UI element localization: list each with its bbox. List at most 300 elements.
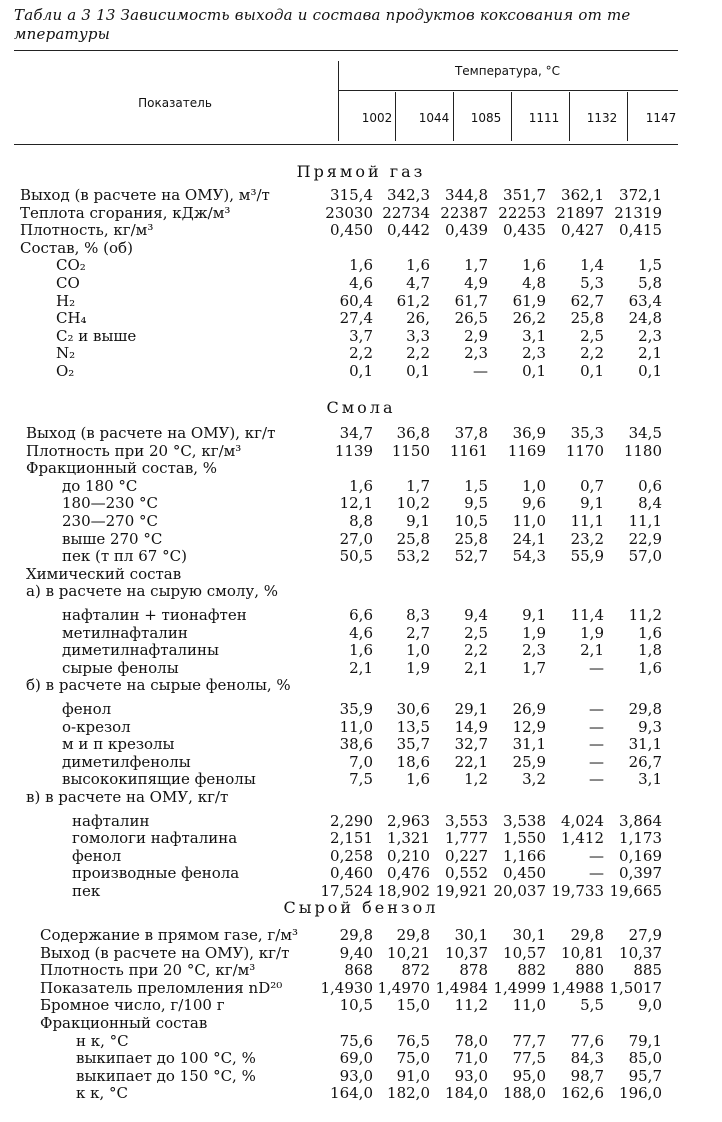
cell-value: — (589, 770, 604, 788)
cell-value: 69,0 (339, 1049, 373, 1067)
row-label: Состав, % (об) (20, 239, 133, 257)
table-row (0, 1085, 722, 1102)
cell-value: 1,5017 (609, 979, 662, 997)
cell-value: 60,4 (339, 292, 373, 310)
cell-value: 1,7 (522, 659, 546, 677)
cell-value: 0,435 (503, 221, 546, 239)
cell-value: 35,9 (339, 700, 373, 718)
cell-value: 21319 (614, 204, 662, 222)
cell-value: 29,8 (339, 926, 373, 944)
cell-value: 0,1 (406, 362, 430, 380)
table-row (0, 1033, 722, 1050)
cell-value: 10,21 (387, 944, 430, 962)
row-label: Теплота сгорания, кДж/м³ (20, 204, 231, 222)
cell-value: 34,7 (339, 424, 373, 442)
cell-value: 0,397 (619, 864, 662, 882)
table-row (0, 363, 722, 380)
cell-value: 61,2 (396, 292, 430, 310)
cell-value: 12,1 (339, 494, 373, 512)
cell-value: — (589, 753, 604, 771)
cell-value: 38,6 (339, 735, 373, 753)
table-row (0, 583, 722, 600)
cell-value: 1,6 (349, 477, 373, 495)
table-row (0, 495, 722, 512)
row-label: пек (т пл 67 °С) (62, 547, 187, 565)
header-column-separator (395, 92, 396, 141)
table-row (0, 187, 722, 204)
cell-value: 1169 (507, 442, 546, 460)
table-row (0, 460, 722, 477)
cell-value: 2,3 (464, 344, 488, 362)
cell-value: 35,3 (570, 424, 604, 442)
cell-value: 18,6 (396, 753, 430, 771)
temp-column-header: 1085 (470, 111, 502, 125)
row-label: Химический состав (26, 565, 182, 583)
cell-value: 31,1 (512, 735, 546, 753)
cell-value: 29,8 (570, 926, 604, 944)
cell-value: 0,6 (638, 477, 662, 495)
table-row (0, 865, 722, 882)
cell-value: 0,169 (619, 847, 662, 865)
cell-value: 1,166 (503, 847, 546, 865)
cell-value: 5,5 (580, 996, 604, 1014)
row-label: выкипает до 150 °С, % (76, 1067, 256, 1085)
temp-column-header: 1002 (361, 111, 393, 125)
cell-value: 315,4 (330, 186, 373, 204)
cell-value: 54,3 (512, 547, 546, 565)
cell-value: 20,037 (493, 882, 546, 900)
row-label: пек (72, 882, 101, 900)
cell-value: 32,7 (454, 735, 488, 753)
cell-value: 1,6 (638, 624, 662, 642)
cell-value: 878 (459, 961, 488, 979)
cell-value: 164,0 (330, 1084, 373, 1102)
temp-column-header: 1044 (418, 111, 450, 125)
cell-value: 25,8 (454, 530, 488, 548)
cell-value: 4,024 (561, 812, 604, 830)
cell-value: 22,1 (454, 753, 488, 771)
cell-value: 55,9 (570, 547, 604, 565)
cell-value: — (589, 659, 604, 677)
cell-value: 3,1 (522, 327, 546, 345)
cell-value: 15,0 (396, 996, 430, 1014)
cell-value: 1,321 (387, 829, 430, 847)
cell-value: 10,57 (503, 944, 546, 962)
cell-value: 95,7 (628, 1067, 662, 1085)
table-row (0, 275, 722, 292)
table-row (0, 736, 722, 753)
cell-value: 22734 (382, 204, 430, 222)
cell-value: 61,9 (512, 292, 546, 310)
cell-value: 85,0 (628, 1049, 662, 1067)
header-column-separator (453, 92, 454, 141)
cell-value: 11,2 (454, 996, 488, 1014)
row-label: выше 270 °С (62, 530, 163, 548)
row-label: а) в расчете на сырую смолу, % (26, 582, 279, 600)
cell-value: 52,7 (454, 547, 488, 565)
cell-value: 4,7 (406, 274, 430, 292)
cell-value: 61,7 (454, 292, 488, 310)
table-row (0, 345, 722, 362)
cell-value: 23030 (325, 204, 373, 222)
cell-value: 27,9 (628, 926, 662, 944)
row-label: Выход (в расчете на ОМУ), кг/т (40, 944, 290, 962)
cell-value: 30,1 (512, 926, 546, 944)
cell-value: — (589, 718, 604, 736)
cell-value: 1,4970 (377, 979, 430, 997)
cell-value: 0,1 (638, 362, 662, 380)
cell-value: 24,8 (628, 309, 662, 327)
cell-value: 3,3 (406, 327, 430, 345)
cell-value: 25,8 (570, 309, 604, 327)
cell-value: 22387 (440, 204, 488, 222)
cell-value: 1,6 (406, 770, 430, 788)
cell-value: 2,3 (522, 641, 546, 659)
cell-value: 77,5 (512, 1049, 546, 1067)
header-bottom-rule (14, 144, 678, 145)
cell-value: 23,2 (570, 530, 604, 548)
cell-value: 184,0 (445, 1084, 488, 1102)
cell-value: — (589, 700, 604, 718)
table-row (0, 478, 722, 495)
row-label: нафталин + тионафтен (62, 606, 247, 624)
cell-value: 75,6 (339, 1032, 373, 1050)
table-row (0, 997, 722, 1014)
cell-value: 1,6 (349, 256, 373, 274)
cell-value: 26, (406, 309, 430, 327)
cell-value: 9,1 (580, 494, 604, 512)
cell-value: 2,151 (330, 829, 373, 847)
cell-value: 1,777 (445, 829, 488, 847)
top-rule (14, 50, 678, 51)
cell-value: 26,9 (512, 700, 546, 718)
cell-value: 868 (344, 961, 373, 979)
cell-value: 63,4 (628, 292, 662, 310)
table-row (0, 257, 722, 274)
table-row (0, 531, 722, 548)
cell-value: 29,8 (628, 700, 662, 718)
table-row (0, 607, 722, 624)
cell-value: 93,0 (454, 1067, 488, 1085)
cell-value: 71,0 (454, 1049, 488, 1067)
cell-value: 93,0 (339, 1067, 373, 1085)
row-label: до 180 °С (62, 477, 138, 495)
cell-value: 0,1 (349, 362, 373, 380)
cell-value: 362,1 (561, 186, 604, 204)
cell-value: 11,1 (628, 512, 662, 530)
cell-value: 1,9 (522, 624, 546, 642)
cell-value: 31,1 (628, 735, 662, 753)
row-label: H₂ (56, 292, 76, 310)
table-row (0, 328, 722, 345)
cell-value: 95,0 (512, 1067, 546, 1085)
cell-value: 1,6 (638, 659, 662, 677)
cell-value: — (589, 864, 604, 882)
cell-value: 872 (401, 961, 430, 979)
cell-value: 1161 (449, 442, 488, 460)
cell-value: 351,7 (503, 186, 546, 204)
cell-value: 53,2 (396, 547, 430, 565)
cell-value: 1,7 (464, 256, 488, 274)
cell-value: 84,3 (570, 1049, 604, 1067)
cell-value: 0,460 (330, 864, 373, 882)
table-row (0, 771, 722, 788)
cell-value: 2,1 (580, 641, 604, 659)
cell-value: 2,3 (638, 327, 662, 345)
cell-value: 2,9 (464, 327, 488, 345)
cell-value: 11,1 (570, 512, 604, 530)
cell-value: 11,0 (512, 512, 546, 530)
row-label: Показатель преломления nD²⁰ (40, 979, 283, 997)
cell-value: 26,5 (454, 309, 488, 327)
cell-value: 3,538 (503, 812, 546, 830)
table-row (0, 701, 722, 718)
cell-value: 880 (575, 961, 604, 979)
row-label: Выход (в расчете на ОМУ), кг/т (26, 424, 276, 442)
table-row (0, 310, 722, 327)
cell-value: 4,6 (349, 624, 373, 642)
row-label: м и п крезолы (62, 735, 175, 753)
row-label: Фракционный состав (40, 1014, 208, 1032)
cell-value: 1,4930 (320, 979, 373, 997)
table-row (0, 1050, 722, 1067)
cell-value: 27,0 (339, 530, 373, 548)
cell-value: 1,8 (638, 641, 662, 659)
cell-value: 9,4 (464, 606, 488, 624)
table-row (0, 222, 722, 239)
cell-value: 35,7 (396, 735, 430, 753)
row-label: к к, °С (76, 1084, 129, 1102)
table-row (0, 813, 722, 830)
row-label: гомологи нафталина (72, 829, 238, 847)
row-label: Плотность при 20 °С, кг/м³ (40, 961, 256, 979)
cell-value: 1,6 (406, 256, 430, 274)
cell-value: 9,1 (406, 512, 430, 530)
cell-value: 0,258 (330, 847, 373, 865)
table-row (0, 677, 722, 694)
row-label: Бромное число, г/100 г (40, 996, 225, 1014)
cell-value: 0,7 (580, 477, 604, 495)
cell-value: 9,3 (638, 718, 662, 736)
table-row (0, 927, 722, 944)
table-row (0, 548, 722, 565)
row-label: Плотность, кг/м³ (20, 221, 154, 239)
cell-value: 0,227 (445, 847, 488, 865)
table-row (0, 980, 722, 997)
cell-value: 78,0 (454, 1032, 488, 1050)
table-row (0, 293, 722, 310)
cell-value: 1,9 (406, 659, 430, 677)
header-column-separator (569, 92, 570, 141)
row-label: CH₄ (56, 309, 87, 327)
table-row (0, 1068, 722, 1085)
cell-value: 2,2 (349, 344, 373, 362)
cell-value: 2,5 (580, 327, 604, 345)
row-label: в) в расчете на ОМУ, кг/т (26, 788, 229, 806)
cell-value: 188,0 (503, 1084, 546, 1102)
cell-value: 2,2 (464, 641, 488, 659)
row-label: высококипящие фенолы (62, 770, 256, 788)
cell-value: 2,2 (580, 344, 604, 362)
table-row (0, 443, 722, 460)
cell-value: 4,8 (522, 274, 546, 292)
cell-value: 7,0 (349, 753, 373, 771)
cell-value: 2,1 (349, 659, 373, 677)
cell-value: 13,5 (396, 718, 430, 736)
row-label: о-крезол (62, 718, 131, 736)
table-row (0, 848, 722, 865)
cell-value: 342,3 (387, 186, 430, 204)
cell-value: 1,7 (406, 477, 430, 495)
cell-value: 30,1 (454, 926, 488, 944)
header-column-separator (627, 92, 628, 141)
row-label: н к, °С (76, 1032, 129, 1050)
cell-value: 29,1 (454, 700, 488, 718)
table-row (0, 513, 722, 530)
cell-value: 1,4984 (435, 979, 488, 997)
cell-value: 21897 (556, 204, 604, 222)
cell-value: 1,5 (638, 256, 662, 274)
row-label: CO (56, 274, 80, 292)
cell-value: 10,37 (445, 944, 488, 962)
cell-value: 50,5 (339, 547, 373, 565)
row-label: Фракционный состав, % (26, 459, 218, 477)
section-title: Смола (326, 398, 396, 417)
cell-value: 19,665 (609, 882, 662, 900)
cell-value: 9,0 (638, 996, 662, 1014)
cell-value: 0,1 (580, 362, 604, 380)
cell-value: 1,4988 (551, 979, 604, 997)
cell-value: 1,173 (619, 829, 662, 847)
table-row (0, 789, 722, 806)
cell-value: 0,450 (503, 864, 546, 882)
header-column-separator (511, 92, 512, 141)
row-label: диметилфенолы (62, 753, 191, 771)
row-label: Содержание в прямом газе, г/м³ (40, 926, 299, 944)
cell-value: 1150 (391, 442, 430, 460)
row-label: метилнафталин (62, 624, 188, 642)
cell-value: 26,7 (628, 753, 662, 771)
table-row (0, 566, 722, 583)
table-row (0, 660, 722, 677)
temp-column-header: 1132 (586, 111, 618, 125)
cell-value: 882 (517, 961, 546, 979)
cell-value: 9,5 (464, 494, 488, 512)
cell-value: 0,476 (387, 864, 430, 882)
cell-value: 62,7 (570, 292, 604, 310)
cell-value: 22253 (498, 204, 546, 222)
cell-value: 1,4 (580, 256, 604, 274)
cell-value: — (589, 847, 604, 865)
cell-value: 77,7 (512, 1032, 546, 1050)
cell-value: 30,6 (396, 700, 430, 718)
cell-value: 0,442 (387, 221, 430, 239)
row-label: нафталин (72, 812, 150, 830)
cell-value: 36,8 (396, 424, 430, 442)
row-label: сырые фенолы (62, 659, 179, 677)
table-row (0, 754, 722, 771)
cell-value: 98,7 (570, 1067, 604, 1085)
row-label: 180—230 °С (62, 494, 159, 512)
cell-value: 36,9 (512, 424, 546, 442)
column-header-parameter: Показатель (138, 96, 212, 110)
cell-value: — (589, 735, 604, 753)
row-label: производные фенола (72, 864, 240, 882)
cell-value: 25,9 (512, 753, 546, 771)
cell-value: 11,2 (628, 606, 662, 624)
header-divider-vertical (338, 61, 339, 141)
cell-value: 2,5 (464, 624, 488, 642)
cell-value: 5,8 (638, 274, 662, 292)
cell-value: 77,6 (570, 1032, 604, 1050)
table-row (0, 625, 722, 642)
row-label: CO₂ (56, 256, 86, 274)
cell-value: 9,6 (522, 494, 546, 512)
cell-value: 4,9 (464, 274, 488, 292)
cell-value: 10,5 (454, 512, 488, 530)
cell-value: 3,7 (349, 327, 373, 345)
table-row (0, 642, 722, 659)
row-label: 230—270 °С (62, 512, 159, 530)
temp-column-header: 1147 (645, 111, 677, 125)
cell-value: 79,1 (628, 1032, 662, 1050)
cell-value: 2,3 (522, 344, 546, 362)
table-row (0, 205, 722, 222)
cell-value: 91,0 (396, 1067, 430, 1085)
cell-value: 1139 (334, 442, 373, 460)
cell-value: 19,921 (435, 882, 488, 900)
cell-value: 0,450 (330, 221, 373, 239)
row-label: диметилнафталины (62, 641, 219, 659)
cell-value: 196,0 (619, 1084, 662, 1102)
cell-value: 2,1 (464, 659, 488, 677)
column-header-temperature: Температура, °С (454, 64, 561, 78)
cell-value: 1,0 (522, 477, 546, 495)
cell-value: 76,5 (396, 1032, 430, 1050)
cell-value: 1,550 (503, 829, 546, 847)
cell-value: 3,1 (638, 770, 662, 788)
cell-value: 12,9 (512, 718, 546, 736)
cell-value: 37,8 (454, 424, 488, 442)
cell-value: 1,6 (522, 256, 546, 274)
cell-value: 34,5 (628, 424, 662, 442)
row-label: фенол (62, 700, 112, 718)
cell-value: 3,864 (619, 812, 662, 830)
table-row (0, 830, 722, 847)
cell-value: 7,5 (349, 770, 373, 788)
cell-value: 162,6 (561, 1084, 604, 1102)
cell-value: 6,6 (349, 606, 373, 624)
row-label: Плотность при 20 °С, кг/м³ (26, 442, 242, 460)
cell-value: 4,6 (349, 274, 373, 292)
cell-value: 3,553 (445, 812, 488, 830)
cell-value: 18,902 (377, 882, 430, 900)
cell-value: 14,9 (454, 718, 488, 736)
cell-value: 1,9 (580, 624, 604, 642)
cell-value: 2,7 (406, 624, 430, 642)
row-label: фенол (72, 847, 122, 865)
cell-value: 17,524 (320, 882, 373, 900)
cell-value: 1,412 (561, 829, 604, 847)
cell-value: 10,81 (561, 944, 604, 962)
cell-value: 8,8 (349, 512, 373, 530)
cell-value: 182,0 (387, 1084, 430, 1102)
row-label: б) в расчете на сырые фенолы, % (26, 676, 291, 694)
cell-value: 0,1 (522, 362, 546, 380)
cell-value: 2,290 (330, 812, 373, 830)
cell-value: 1,6 (349, 641, 373, 659)
row-label: O₂ (56, 362, 75, 380)
